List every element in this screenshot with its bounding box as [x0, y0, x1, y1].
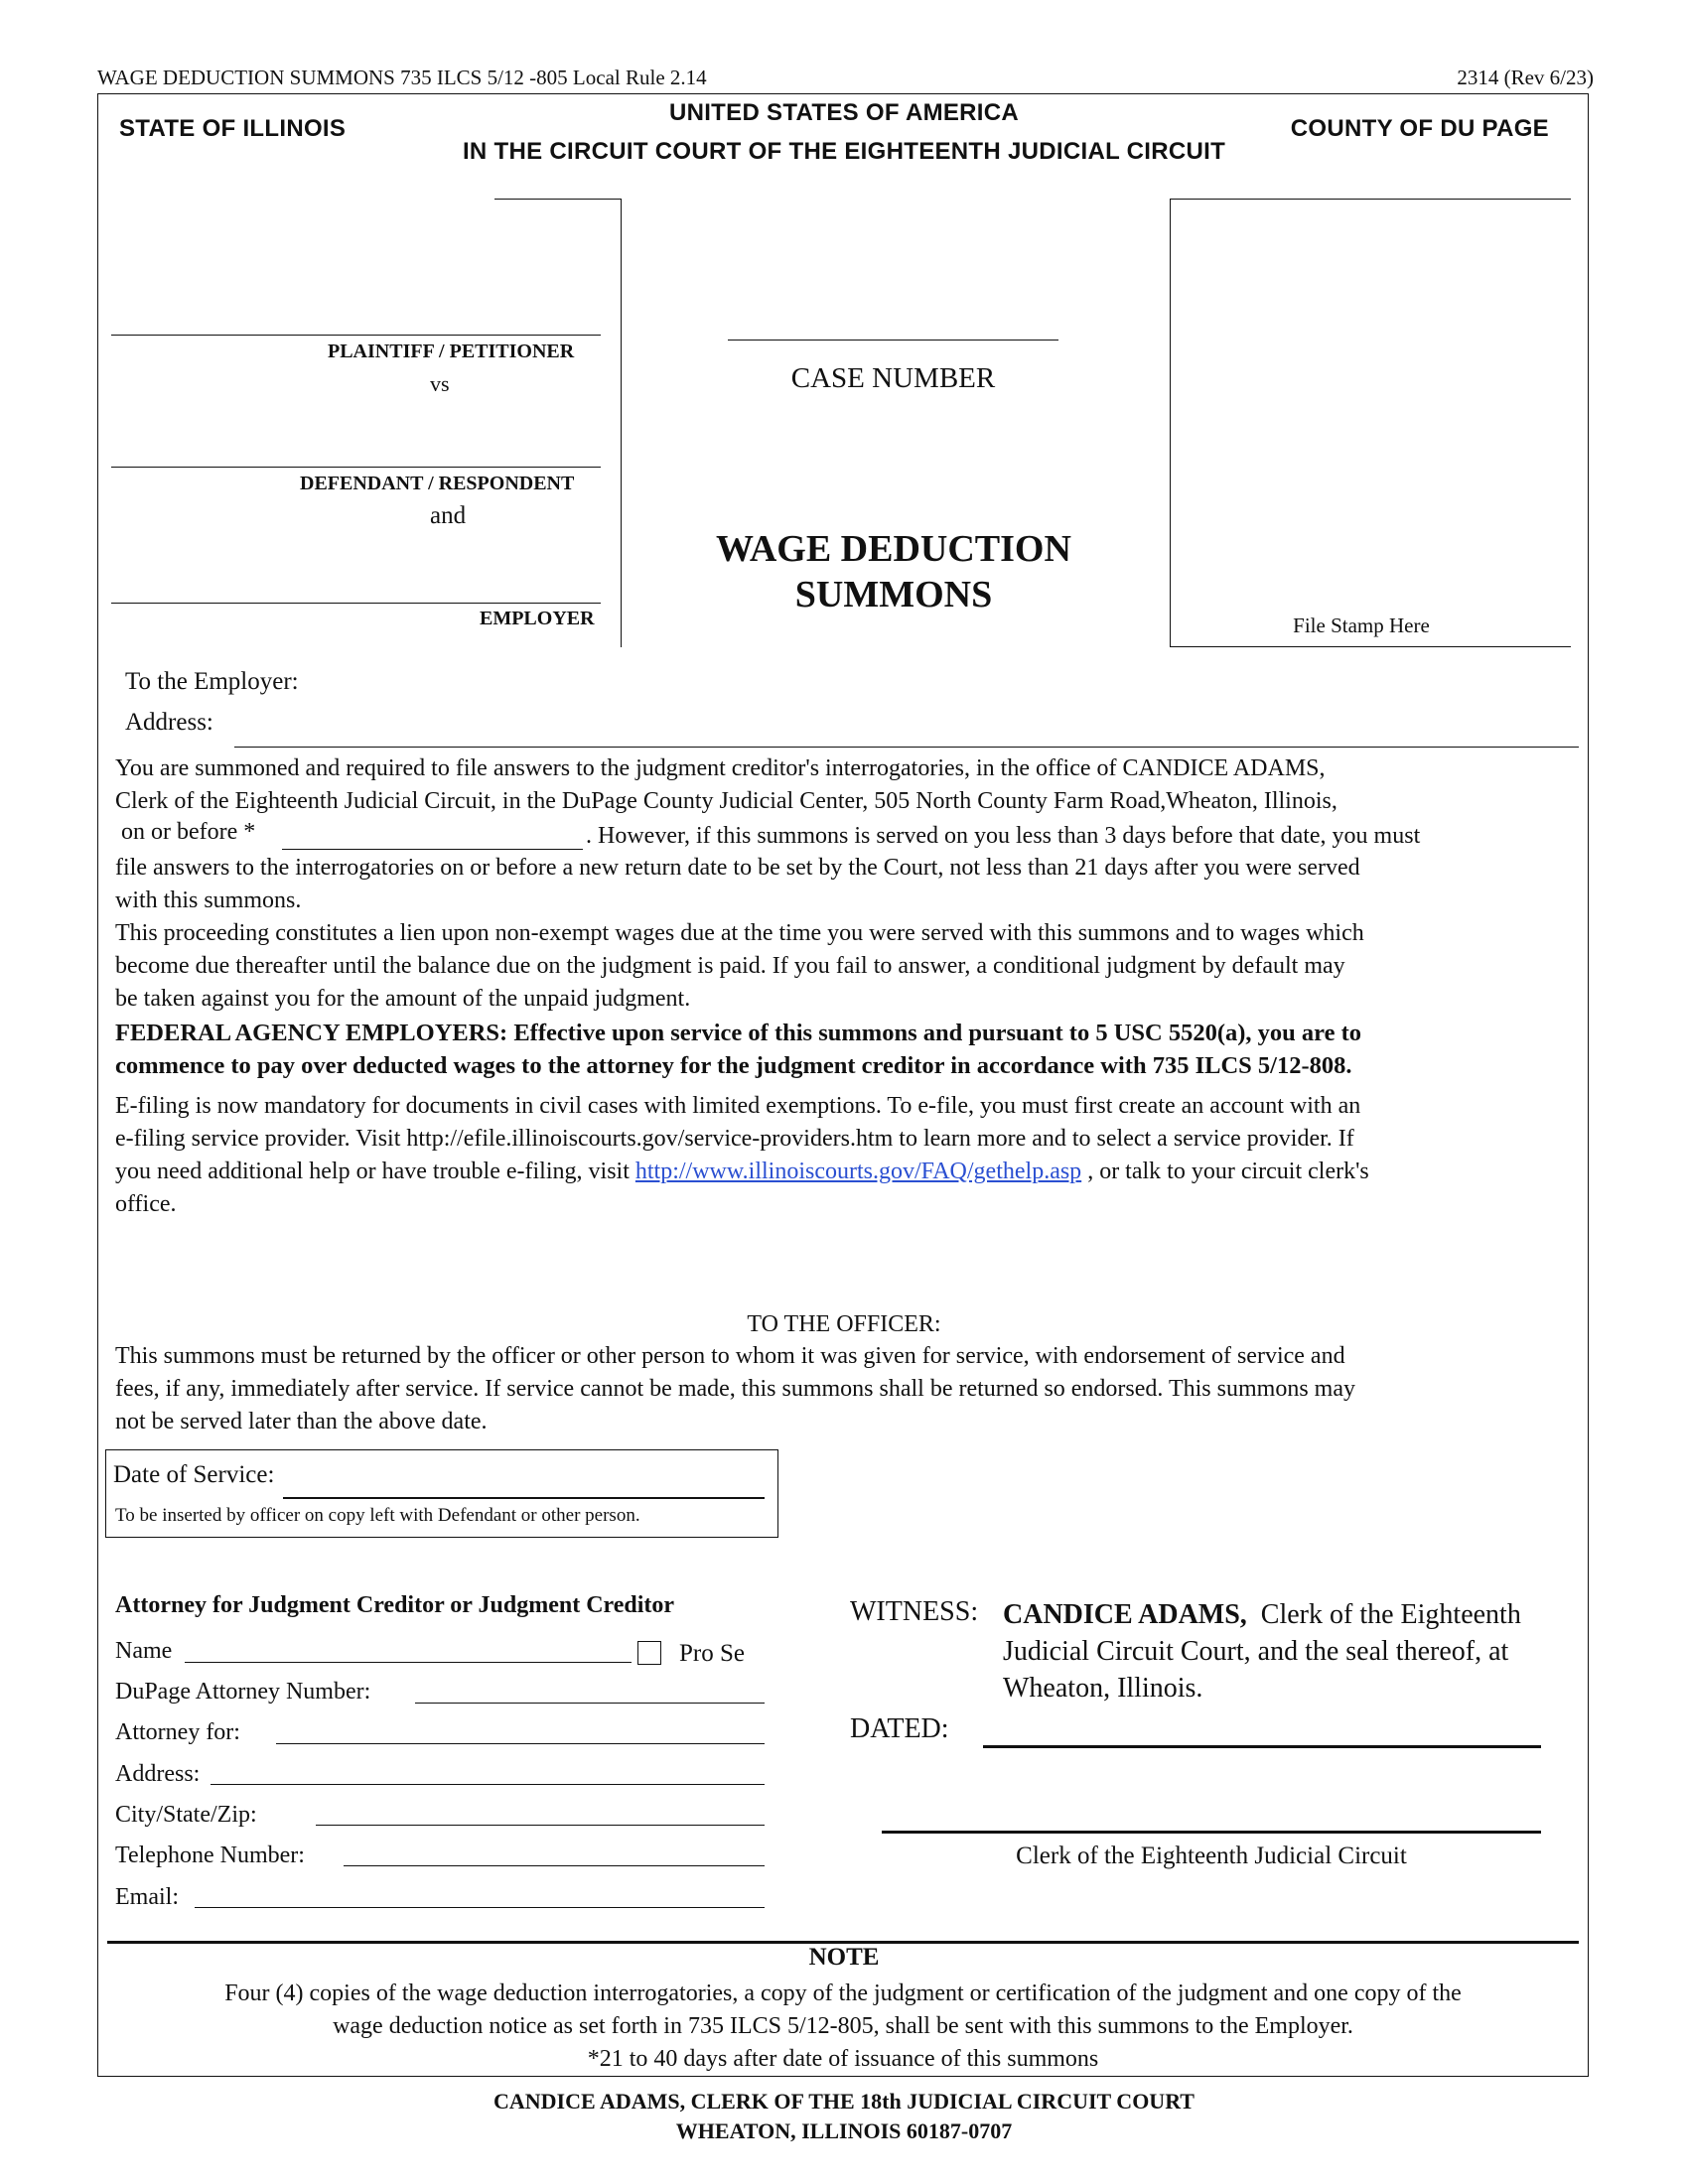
to-employer-label: To the Employer: [125, 668, 299, 695]
attorney-for-line[interactable] [276, 1743, 765, 1744]
defendant-line[interactable] [111, 467, 601, 468]
defendant-label: DEFENDANT / RESPONDENT [300, 473, 575, 494]
dated-label: DATED: [850, 1713, 949, 1744]
date-of-service-note: To be inserted by officer on copy left with Defendant or other person. [115, 1505, 640, 1526]
witness-label: WITNESS: [850, 1596, 979, 1627]
city-state-zip-line[interactable] [316, 1825, 765, 1826]
dated-line[interactable] [983, 1745, 1541, 1748]
circuit-label: IN THE CIRCUIT COURT OF THE EIGHTEENTH JUDICIAL CIRCUIT [462, 138, 1226, 165]
employer-line[interactable] [111, 603, 601, 604]
file-stamp-box [1170, 199, 1571, 647]
return-date-line[interactable] [282, 849, 583, 850]
form-number: 2314 (Rev 6/23) [1457, 66, 1594, 89]
pro-se-label: Pro Se [679, 1640, 745, 1667]
note-text: Four (4) copies of the wage deduction interrogatories, a copy of the judgment or certification of the judgment and one copy of the wage deduction notice as set forth in 735 ILCS 5/12-805, shall be sent with this summons to the Employer. *21 to 40 days after date of issuance of this summons [224, 1980, 1462, 2072]
employer-address-label: Address: [125, 709, 213, 736]
document-title: WAGE DEDUCTION SUMMONS [716, 528, 1071, 615]
attorney-address-line[interactable] [211, 1784, 765, 1785]
attorney-heading: Attorney for Judgment Creditor or Judgment Creditor [115, 1592, 675, 1618]
and-label: and [430, 502, 467, 529]
return-date-text: on or before * [121, 819, 256, 845]
employer-label: EMPLOYER [480, 608, 595, 629]
form-title: WAGE DEDUCTION SUMMONS 735 ILCS 5/12 -805 Local Rule 2.14 [97, 66, 707, 89]
email-line[interactable] [195, 1907, 765, 1908]
email-label: Email: [115, 1884, 179, 1910]
federal-agency-paragraph: FEDERAL AGENCY EMPLOYERS: Effective upon service of this summons and pursuant to 5 USC 5520(a), you are to commence to pay over deducted wages to the attorney for the judgment creditor in accordance with 735 ILCS 5/12-808. [115, 1020, 1362, 1079]
note-heading: NOTE [808, 1944, 880, 1971]
pro-se-checkbox[interactable] [637, 1641, 661, 1665]
return-date-text-rest: . However, if this summons is served on you less than 3 days before that date, you must [586, 823, 1421, 849]
file-stamp-label: File Stamp Here [1293, 614, 1430, 637]
clerk-signature-label: Clerk of the Eighteenth Judicial Circuit [1016, 1843, 1407, 1869]
caption-box-right [621, 199, 622, 647]
attorney-address-label: Address: [115, 1761, 201, 1787]
footer: CANDICE ADAMS, CLERK OF THE 18th JUDICIAL CIRCUIT COURT WHEATON, ILLINOIS 60187-0707 [493, 2089, 1195, 2143]
state-label: STATE OF ILLINOIS [119, 115, 347, 142]
case-number-line[interactable] [728, 340, 1058, 341]
date-of-service-label: Date of Service: [113, 1461, 275, 1488]
summons-paragraph: You are summoned and required to file answers to the judgment creditor's interrogatories, in the office of CANDICE ADAMS, Clerk of the Eighteenth Judicial Circuit, in the DuPage County Judicial Center, 505 North County Farm Road,Wheaton, Illinois, [115, 755, 1337, 814]
dupage-number-line[interactable] [415, 1703, 765, 1704]
officer-paragraph: This summons must be returned by the officer or other person to whom it was given for service, with endorsement of service and fees, if any, immediately after service. If service cannot be made, this summons shall be returned so endorsed. This summons may not be served later than the above date. [115, 1343, 1355, 1434]
gethelp-link[interactable]: http://www.illinoiscourts.gov/FAQ/gethelp.asp [634, 1159, 1082, 1184]
city-state-zip-label: City/State/Zip: [115, 1802, 257, 1828]
dupage-number-label: DuPage Attorney Number: [115, 1679, 371, 1705]
lien-paragraph: This proceeding constitutes a lien upon non-exempt wages due at the time you were served with this summons and to wages which become due thereafter until the balance due on the judgment is paid. If you fail to answer, a conditional judgment by default may be taken against you for the amount of the unpaid judgment. [115, 920, 1364, 1012]
country-label: UNITED STATES OF AMERICA [668, 99, 1020, 126]
officer-heading: TO THE OFFICER: [747, 1311, 941, 1337]
clerk-signature-line[interactable] [882, 1831, 1541, 1834]
witness-text: CANDICE ADAMS, Clerk of the Eighteenth Judicial Circuit Court, and the seal thereof, at Wheaton, Illinois. [1003, 1599, 1521, 1704]
attorney-name-line[interactable] [185, 1662, 632, 1663]
summons-paragraph-cont: file answers to the interrogatories on or before a new return date to be set by the Court, not less than 21 days after you were served with this summons. [115, 855, 1360, 913]
county-label: COUNTY OF DU PAGE [1290, 115, 1549, 142]
attorney-name-label: Name [115, 1638, 173, 1664]
efiling-paragraph: E-filing is now mandatory for documents in civil cases with limited exemptions. To e-file, you must first create an account with an e-filing service provider. Visit http://efile.illinoiscourts.gov/service-providers.htm to learn more and to select a service provider. If you need additional help or have trouble e-filing, visit http://www.illinoiscourts.gov/FAQ/gethelp.asp , or talk to your circuit clerk's office. [115, 1093, 1369, 1217]
plaintiff-label: PLAINTIFF / PETITIONER [328, 341, 575, 362]
plaintiff-line[interactable] [111, 335, 601, 336]
date-of-service-line[interactable] [283, 1497, 765, 1499]
employer-address-line[interactable] [234, 747, 1579, 748]
caption-box-top [494, 199, 622, 200]
telephone-label: Telephone Number: [115, 1843, 305, 1868]
vs-label: vs [430, 371, 450, 396]
attorney-for-label: Attorney for: [115, 1719, 240, 1745]
telephone-line[interactable] [344, 1865, 765, 1866]
case-number-label: CASE NUMBER [790, 362, 996, 394]
